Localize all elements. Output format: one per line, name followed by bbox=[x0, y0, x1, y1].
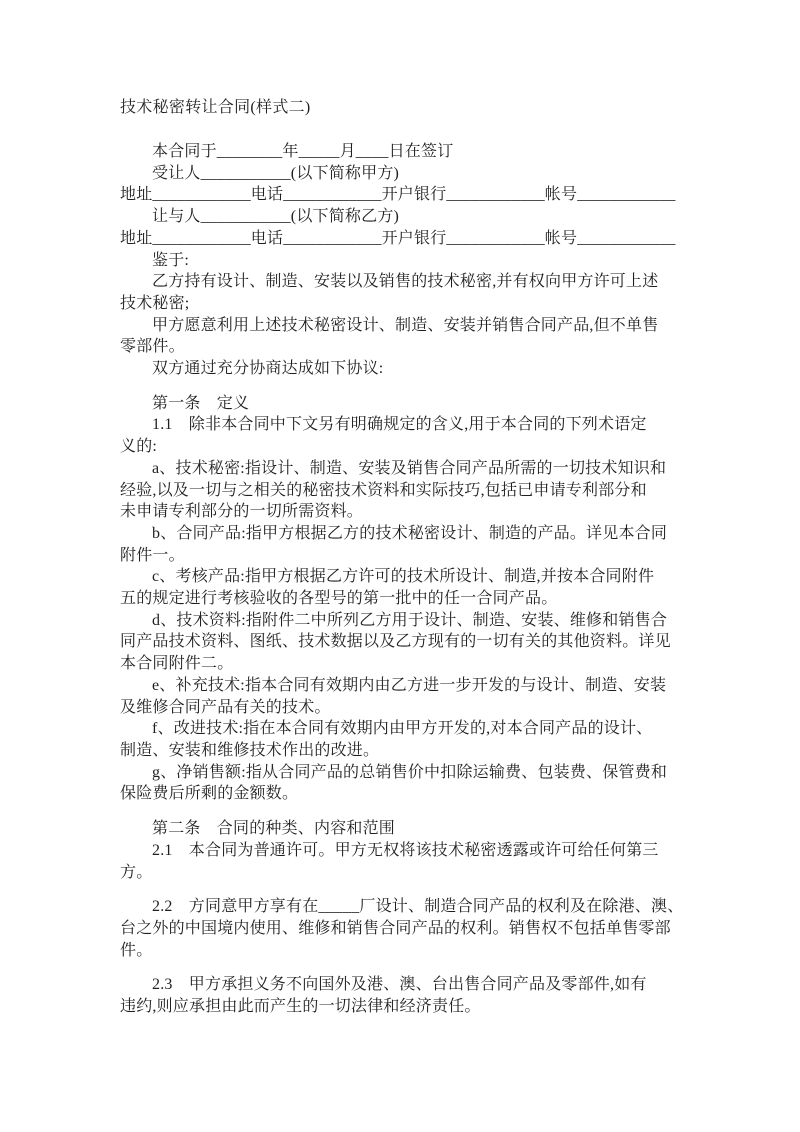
document-line: 方。 bbox=[120, 863, 153, 881]
document-line: 件。 bbox=[120, 941, 153, 959]
document-line: 第一条 定义 bbox=[152, 394, 250, 412]
document-line: 保险费后所剩的金额数。 bbox=[120, 785, 299, 803]
document-line: 义的: bbox=[120, 438, 158, 456]
document-line: 甲方愿意利用上述技术秘密设计、制造、安装并销售合同产品,但不单售 bbox=[152, 316, 659, 334]
blank-line bbox=[120, 805, 680, 818]
blank-line bbox=[120, 380, 680, 393]
document-line: 五的规定进行考核验收的各型号的第一批中的任一合同产品。 bbox=[120, 590, 558, 608]
document-line: 鉴于: bbox=[152, 251, 190, 269]
contract-document bbox=[120, 96, 684, 1018]
document-line: 本合同附件二。 bbox=[120, 655, 234, 673]
blank-line bbox=[120, 883, 680, 896]
document-line: 2.2 方同意甲方享有在_____厂设计、制造合同产品的权利及在除港、澳、 bbox=[152, 898, 684, 916]
document-line: 乙方持有设计、制造、安装以及销售的技术秘密,并有权向甲方许可上述 bbox=[152, 273, 659, 291]
document-line: 违约,则应承担由此而产生的一切法律和经济责任。 bbox=[120, 998, 481, 1016]
document-line: 未申请专利部分的一切所需资料。 bbox=[120, 503, 364, 521]
document-line: f、改进技术:指在本合同有效期内由甲方开发的,对本合同产品的设计、 bbox=[152, 720, 653, 738]
document-line: 2.1 本合同为普通许可。甲方无权将该技术秘密透露或许可给任何第三 bbox=[152, 841, 659, 859]
document-line: 制造、安装和维修技术作出的改进。 bbox=[120, 741, 380, 759]
document-line: 技术秘密; bbox=[120, 294, 190, 312]
document-line: 双方通过充分协商达成如下协议: bbox=[152, 360, 384, 378]
document-line: c、考核产品:指甲方根据乙方许可的技术所设计、制造,并按本合同附件 bbox=[152, 568, 655, 586]
document-line: 本合同于________年_____月____日在签订 bbox=[152, 143, 454, 160]
document-line: 地址____________电话____________开户银行____________帐号____________ bbox=[120, 229, 676, 247]
document-line: 地址____________电话____________开户银行____________帐号____________ bbox=[120, 186, 676, 204]
document-line: 受让人___________(以下简称甲方) bbox=[152, 164, 400, 182]
document-body bbox=[120, 141, 684, 1018]
document-line: e、补充技术:指本合同有效期内由乙方进一步开发的与设计、制造、安装 bbox=[152, 676, 667, 694]
document-line: 附件一。 bbox=[120, 546, 185, 564]
document-line: 1.1 除非本合同中下文另有明确规定的含义,用于本合同的下列术语定 bbox=[152, 416, 647, 434]
document-line: g、净销售额:指从合同产品的总销售价中扣除运输费、包装费、保管费和 bbox=[152, 763, 668, 781]
document-line: a、技术秘密:指设计、制造、安装及销售合同产品所需的一切技术知识和 bbox=[152, 459, 667, 477]
document-line: 第二条 合同的种类、内容和范围 bbox=[152, 820, 396, 838]
document-line: 同产品技术资料、图纸、技术数据以及乙方现有的一切有关的其他资料。详见 bbox=[120, 633, 671, 651]
document-line: 让与人___________(以下简称乙方) bbox=[152, 208, 400, 226]
document-line: 台之外的中国境内使用、维修和销售合同产品的权利。销售权不包括单售零部 bbox=[120, 919, 671, 937]
document-line: 零部件。 bbox=[120, 338, 185, 356]
document-line: 经验,以及一切与之相关的秘密技术资料和实际技巧,包括已申请专利部分和 bbox=[120, 481, 647, 499]
blank-line bbox=[120, 961, 680, 974]
document-line: d、技术资料:指附件二中所列乙方用于设计、制造、安装、维修和销售合 bbox=[152, 611, 668, 629]
document-line: 及维修合同产品有关的技术。 bbox=[120, 698, 331, 716]
document-line: 2.3 甲方承担义务不向国外及港、澳、台出售合同产品及零部件,如有 bbox=[152, 976, 647, 994]
document-title: 技术秘密转让合同(样式二) bbox=[120, 99, 311, 116]
document-line: b、合同产品:指甲方根据乙方的技术秘密设计、制造的产品。详见本合同 bbox=[152, 524, 668, 542]
